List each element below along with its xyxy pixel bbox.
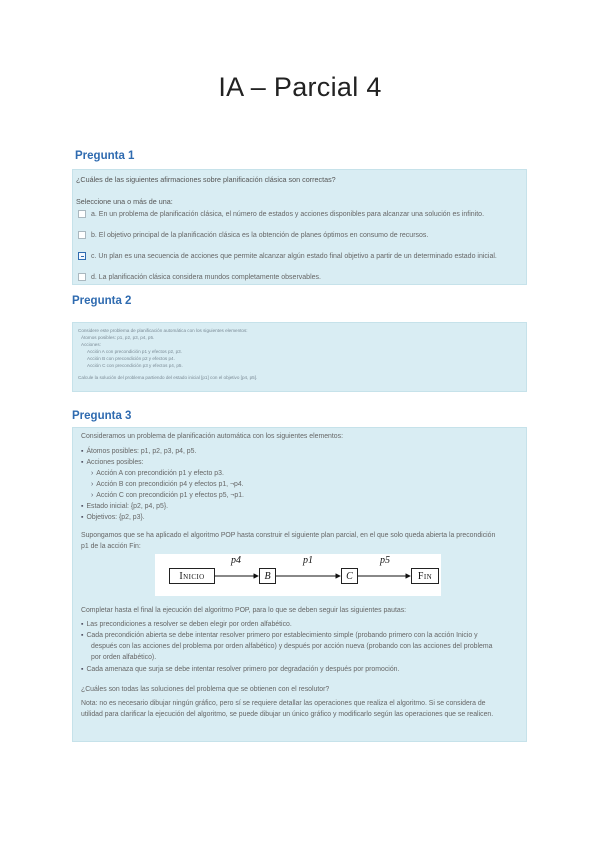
question-2-line: Acción C con precondición p3 y efectos p4, p5. bbox=[87, 363, 183, 368]
question-3-initial-state: ▪ Estado inicial: {p2, p4, p5}. bbox=[81, 503, 168, 510]
question-3-note-line-2: utilidad para clarificar la ejecución del algoritmo, se puede dibujar un único gráfico y modificarlo según las operaciones que se realicen. bbox=[81, 711, 494, 718]
question-3-box bbox=[72, 427, 527, 742]
question-3-actions-label: ▪ Acciones posibles: bbox=[81, 459, 144, 466]
page-title: IA – Parcial 4 bbox=[218, 72, 382, 102]
question-3-action-b: › Acción B con precondición p4 y efectos p1, ¬p4. bbox=[91, 481, 244, 488]
option-d[interactable] bbox=[78, 271, 321, 283]
node-fin: Fin bbox=[411, 568, 439, 584]
option-d-label: d. La planificación clásica considera mundos completamente observables. bbox=[91, 273, 321, 281]
option-b-checkbox[interactable] bbox=[78, 231, 86, 239]
question-1-prompt: ¿Cuáles de las siguientes afirmaciones sobre planificación clásica son correctas? bbox=[76, 175, 336, 184]
option-b-label: b. El objetivo principal de la planificación clásica es la obtención de planes óptimos en consumo de recursos. bbox=[91, 231, 429, 239]
question-2-line: Acción A con precondición p1 y efectos p2, p3. bbox=[87, 349, 182, 354]
question-3-rule: por orden alfabético). bbox=[91, 654, 157, 661]
question-3-rule: ▪ Las precondiciones a resolver se deben elegir por orden alfabético. bbox=[81, 621, 292, 628]
question-2-line: Acciones: bbox=[81, 342, 101, 347]
question-3-suppose-line-1: Supongamos que se ha aplicado el algoritmo POP hasta construir el siguiente plan parcial, en el que solo queda abierta la precondición bbox=[81, 532, 496, 539]
question-3-atoms: ▪ Átomos posibles: p1, p2, p3, p4, p5. bbox=[81, 448, 196, 455]
option-a[interactable] bbox=[78, 208, 484, 220]
node-b: B bbox=[259, 568, 276, 584]
question-3-note-line-1: Nota: no es necesario dibujar ningún gráfico, pero sí se requiere detallar las operaciones que realiza el algoritmo. Si se considera de bbox=[81, 700, 486, 707]
question-2-box bbox=[72, 322, 527, 392]
question-3-suppose-line-2: p1 de la acción Fin: bbox=[81, 543, 141, 550]
node-c: C bbox=[341, 568, 358, 584]
option-c-checkbox[interactable] bbox=[78, 252, 86, 260]
option-d-checkbox[interactable] bbox=[78, 273, 86, 281]
question-2-heading: Pregunta 2 bbox=[72, 295, 132, 307]
question-2-line: Acción B con precondición p2 y efectos p4. bbox=[87, 356, 175, 361]
question-3-rule: ▪ Cada amenaza que surja se debe intentar resolver primero por degradación y después por promoción. bbox=[81, 666, 399, 673]
question-3-intro: Consideramos un problema de planificación automática con los siguientes elementos: bbox=[81, 433, 343, 440]
question-3-complete-hint: Completar hasta el final la ejecución del algoritmo POP, para lo que se deben seguir las siguientes pautas: bbox=[81, 607, 407, 614]
option-b[interactable] bbox=[78, 229, 428, 241]
question-2-line: Átomos posibles: p1, p2, p3, p4, p5. bbox=[81, 335, 155, 340]
edge-label-p5: p5 bbox=[380, 555, 390, 566]
option-a-label: a. En un problema de planificación clásica, el número de estados y acciones disponibles para alcanzar una solución es infinito. bbox=[91, 210, 485, 218]
question-1-box bbox=[72, 169, 527, 285]
node-inicio: Inicio bbox=[169, 568, 215, 584]
edge-label-p1: p1 bbox=[303, 555, 313, 566]
question-2-line: Considere este problema de planificación automática con los siguientes elementos: bbox=[78, 328, 248, 333]
question-3-goals: ▪ Objetivos: {p2, p3}. bbox=[81, 514, 145, 521]
option-c-label: c. Un plan es una secuencia de acciones que permite alcanzar algún estado final objetivo a partir de un determinado estado inicial. bbox=[91, 252, 497, 260]
question-3-rule: ▪ Cada precondición abierta se debe intentar resolver primero por establecimiento simple (probando primero con la acción Inicio y bbox=[81, 632, 478, 639]
question-3-question: ¿Cuáles son todas las soluciones del problema que se obtienen con el resolutor? bbox=[81, 686, 330, 693]
question-1-select-hint: Seleccione una o más de una: bbox=[76, 197, 173, 206]
edge-label-p4: p4 bbox=[231, 555, 241, 566]
partial-plan-diagram bbox=[155, 554, 441, 596]
question-2-line: Calcule la solución del problema partiendo del estado inicial [p1] con el objetivo [p4, p5]. bbox=[78, 375, 258, 380]
question-3-action-c: › Acción C con precondición p1 y efectos p5, ¬p1. bbox=[91, 492, 244, 499]
question-3-action-a: › Acción A con precondición p1 y efecto p3. bbox=[91, 470, 224, 477]
question-1-heading: Pregunta 1 bbox=[75, 150, 135, 162]
question-3-heading: Pregunta 3 bbox=[72, 410, 132, 422]
option-a-checkbox[interactable] bbox=[78, 210, 86, 218]
question-3-rule: después con las acciones del problema por orden alfabético) y después por acción nueva (probando con las acciones del problema bbox=[91, 643, 493, 650]
option-c[interactable] bbox=[78, 250, 497, 262]
